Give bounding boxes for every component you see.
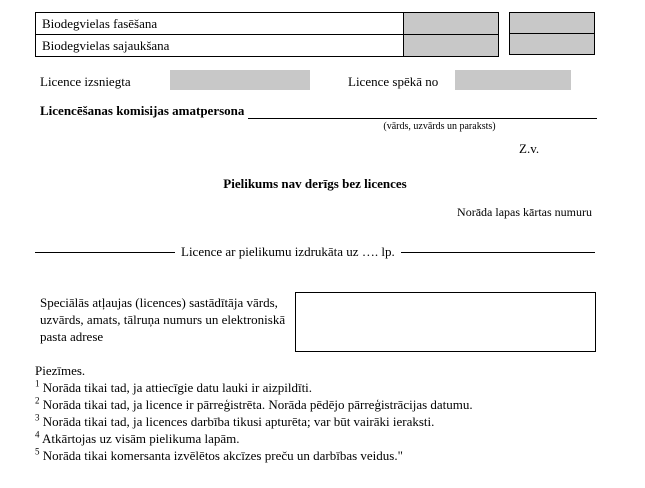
table-row <box>36 13 499 35</box>
activity-label: Biodegvielas sajaukšana <box>36 35 404 57</box>
signature-line <box>248 103 597 119</box>
note-text: Norāda tikai tad, ja attiecīgie datu lauki ir aizpildīti. <box>42 380 313 395</box>
notes-section <box>35 362 610 464</box>
activity-value-cell-1[interactable] <box>404 13 499 35</box>
note-text: Norāda tikai tad, ja licence ir pārreģistrēta. Norāda pēdējo pārreģistrācijas datumu. <box>42 397 473 412</box>
side-value-cell-1[interactable] <box>509 12 595 34</box>
page-number-note: Norāda lapas kārtas numuru <box>457 205 592 219</box>
licence-valid-from-field[interactable] <box>455 70 571 90</box>
note-number: 3 <box>35 412 40 423</box>
printed-on-divider <box>35 244 595 260</box>
note-item <box>35 430 610 447</box>
note-item <box>35 379 610 396</box>
note-number: 2 <box>35 395 40 406</box>
note-text: Atkārtojas uz visām pielikuma lapām. <box>42 431 240 446</box>
note-text: Norāda tikai komersanta izvēlētos akcīzes preču un darbības veidus." <box>42 448 403 463</box>
activity-label: Biodegvielas fasēšana <box>36 13 404 35</box>
annex-validity-note: Pielikums nav derīgs bez licences <box>223 176 407 191</box>
seal-placeholder: Z.v. <box>519 141 540 156</box>
note-text: Norāda tikai tad, ja licences darbība tikusi apturēta; var būt vairāki ieraksti. <box>42 414 435 429</box>
fuel-activity-table <box>35 12 499 57</box>
note-item <box>35 396 610 413</box>
divider-line-left <box>35 252 175 253</box>
compiler-field[interactable] <box>295 292 596 352</box>
licence-issued-label: Licence izsniegta <box>40 74 131 89</box>
divider-line-right <box>401 252 595 253</box>
note-number: 5 <box>35 446 40 457</box>
note-item <box>35 447 610 464</box>
compiler-label: Speciālās atļaujas (licences) sastādītāja vārds, uzvārds, amats, tālruņa numurs un elektroniskā pasta adrese <box>40 295 286 344</box>
table-row <box>36 35 499 57</box>
activity-value-cell-2[interactable] <box>404 35 499 57</box>
notes-title: Piezīmes. <box>35 363 86 378</box>
licence-issued-field[interactable] <box>170 70 310 90</box>
note-number: 1 <box>35 378 40 389</box>
signature-hint: (vārds, uzvārds un paraksts) <box>383 121 496 132</box>
note-item <box>35 413 610 430</box>
printed-on-text: Licence ar pielikumu izdrukāta uz …. lp. <box>181 244 395 259</box>
licence-valid-from-label: Licence spēkā no <box>348 74 439 89</box>
side-value-cell-2[interactable] <box>509 33 595 55</box>
commission-signature-row <box>40 103 597 119</box>
commission-official-label: Licencēšanas komisijas amatpersona <box>40 103 245 118</box>
note-number: 4 <box>35 429 40 440</box>
